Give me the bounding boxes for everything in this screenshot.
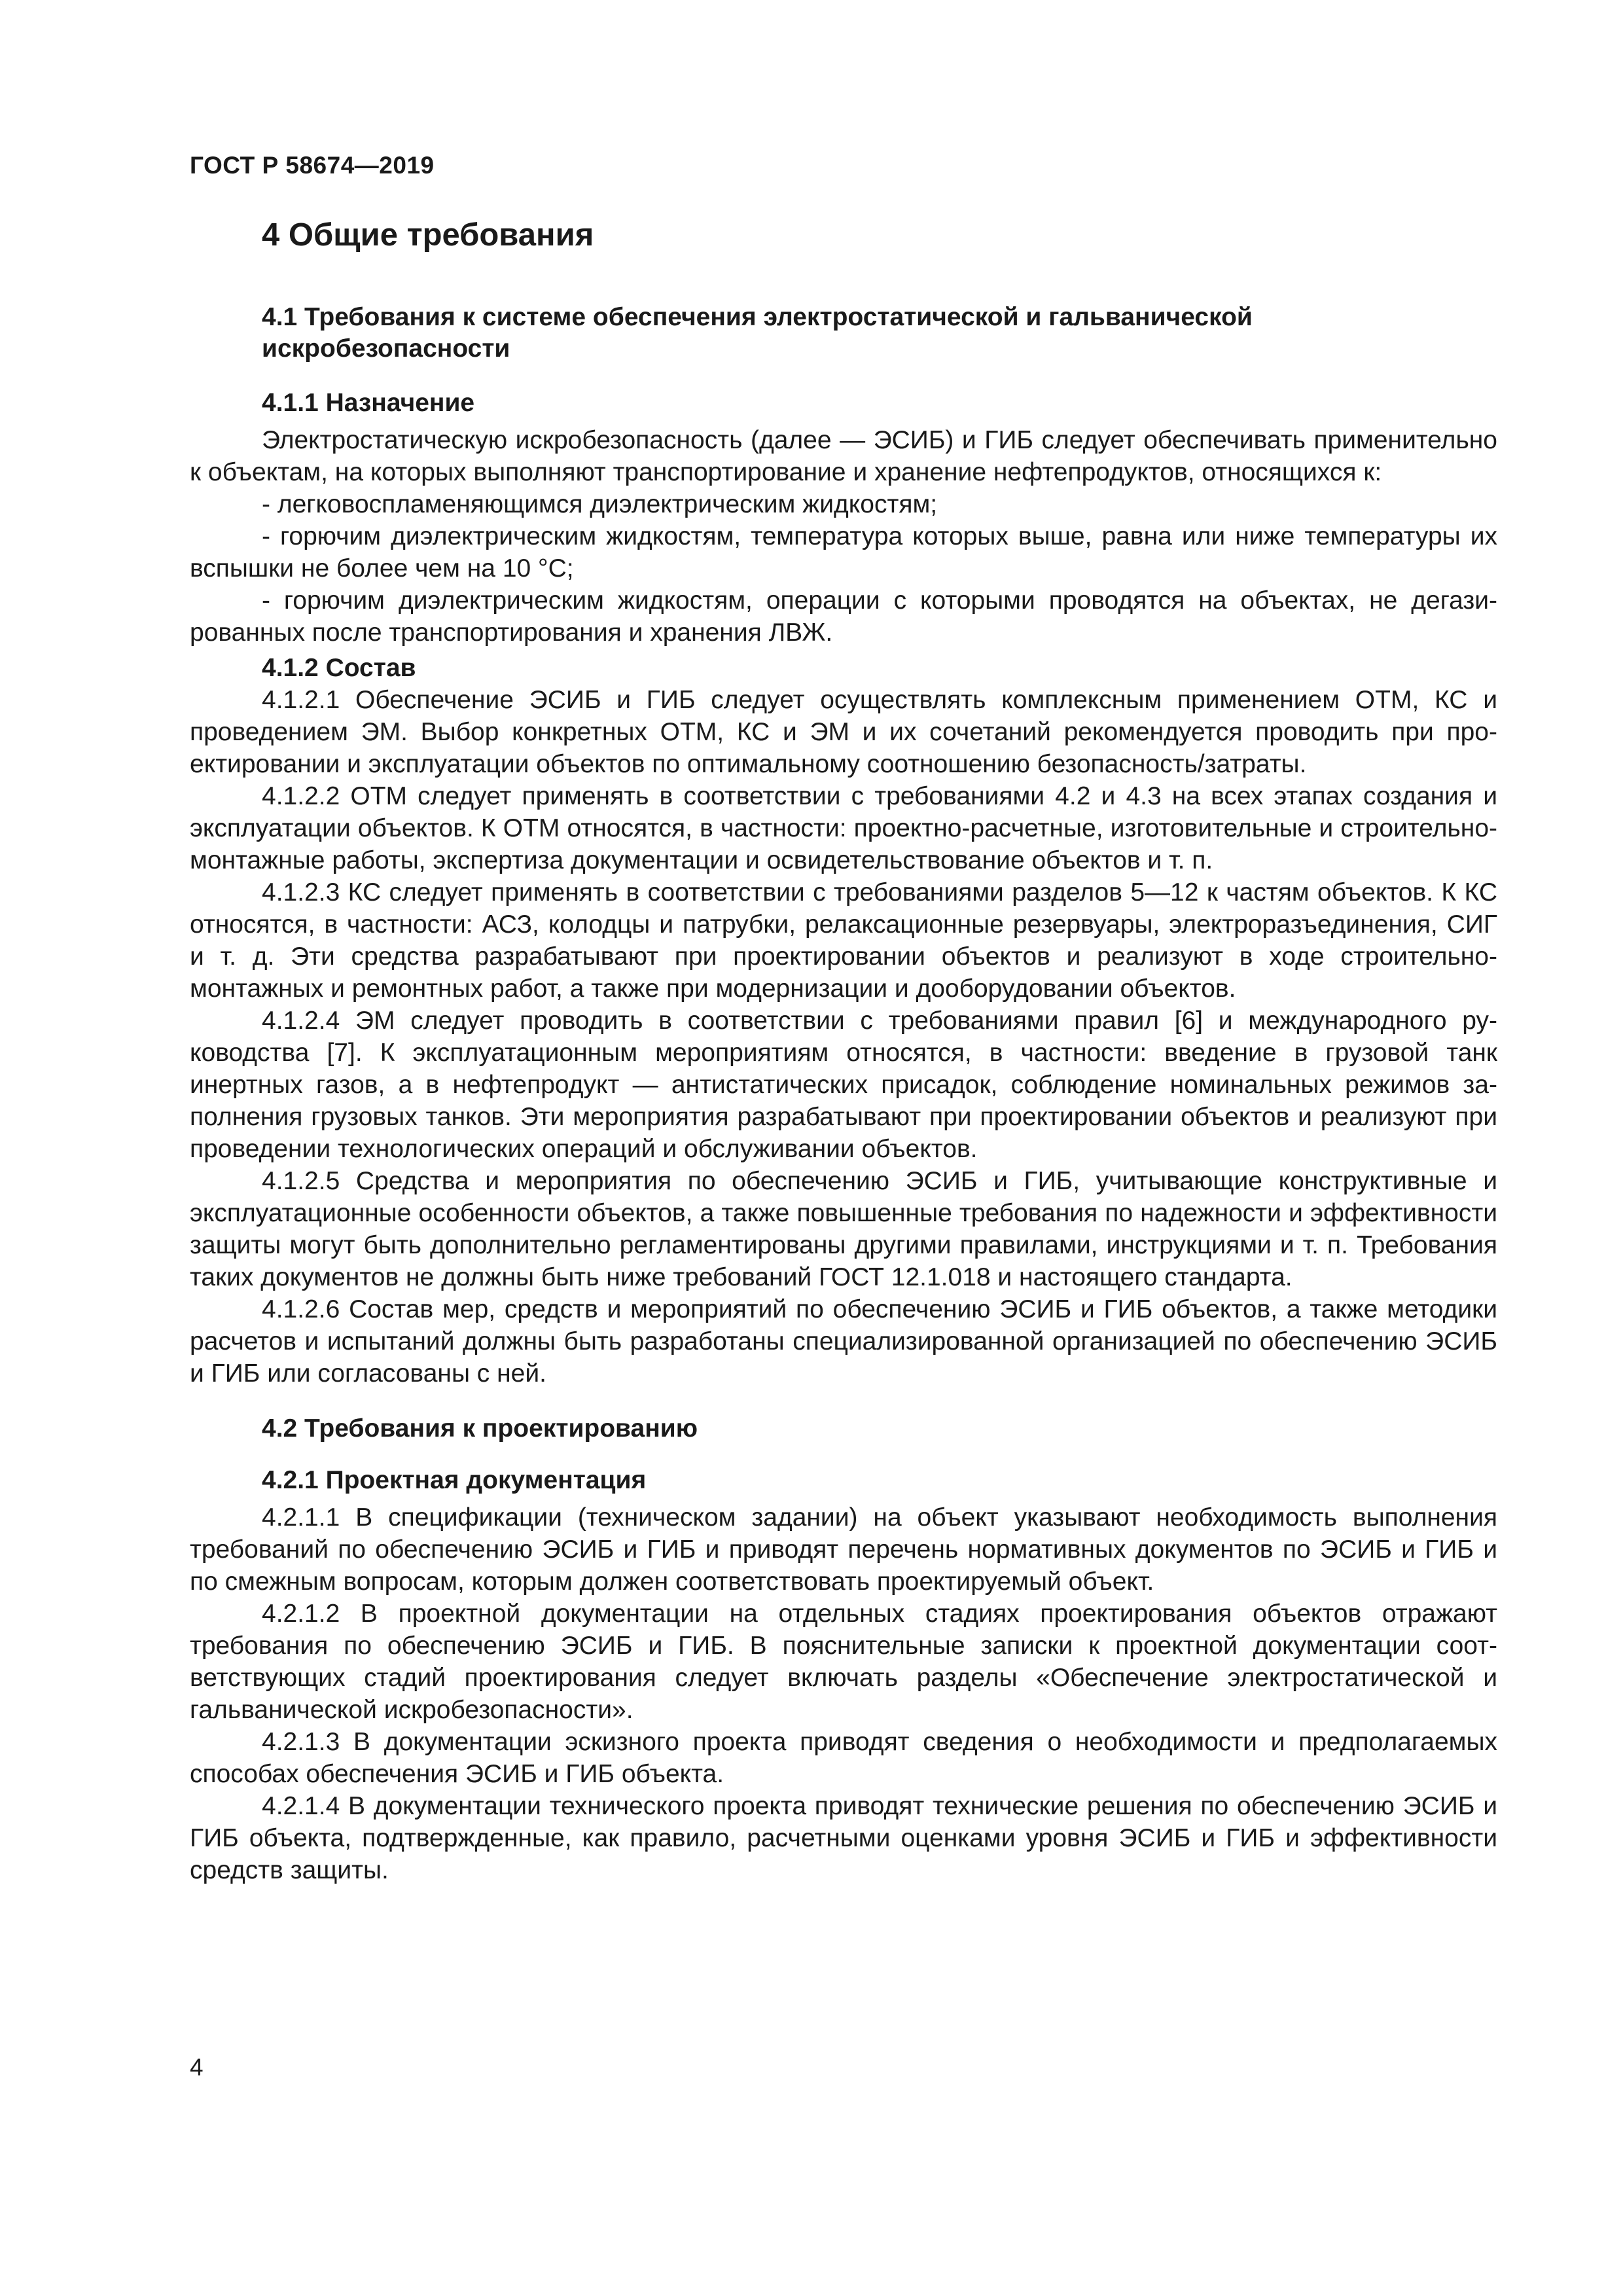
paragraph-4-2-1-2: 4.2.1.2 В проектной документации на отдельных стадиях проектирования объектов отражают требования по обеспечению ЭСИБ и ГИБ. В пояснительные записки к проектной документации соответствующих стадий проектирования следует включать разделы «Обеспечение электростатической и гальванической искробезопасности».: [190, 1599, 1497, 1724]
section-title: 4 Общие требования: [262, 217, 594, 253]
paragraph-4-2-1-1: 4.2.1.1 В спецификации (техническом задании) на объект указывают необходимость выполнения требований по обеспечению ЭСИБ и ГИБ и приводят перечень нормативных документов по ЭСИБ и ГИБ и по смежным вопросам, которым должен соответствовать проектируемый объект.: [190, 1503, 1497, 1596]
document-code: ГОСТ Р 58674—2019: [190, 152, 435, 179]
subsection-4-1-1-title: 4.1.1 Назначение: [262, 388, 475, 417]
paragraph-4-1-2-4: 4.1.2.4 ЭМ следует проводить в соответствии с требованиями правил [6] и международного руководства [7]. К эксплуатационным мероприятиям относятся, в частности: введение в грузовой танк инертных газов, а в нефтепродукт — антистатических присадок, соблюдение номинальных режимов заполнения грузовых танков. Эти мероприятия разрабатывают при проектировании объектов и реализуют при проведении технологических операций и обслуживании объектов.: [190, 1007, 1497, 1164]
paragraph-4-1-2-5: 4.1.2.5 Средства и мероприятия по обеспечению ЭСИБ и ГИБ, учитывающие конструктивные и эксплуатационные особенности объектов, а также повышенные требования по надежности и эффективности защиты могут быть дополнительно регламентированы другими правилами, инструкциями и т. п. Требования таких документов не должны быть ниже требований ГОСТ 12.1.018 и настоящего стандарта.: [190, 1167, 1497, 1292]
subsection-4-2-title: 4.2 Требования к проектированию: [262, 1414, 698, 1443]
subsection-4-2-1-title: 4.2.1 Проектная документация: [262, 1465, 647, 1494]
list-item: - легковоспламеняющимся диэлектрическим жидкостям;: [262, 490, 938, 518]
paragraph-4-1-1-intro: Электростатическую искробезопасность (далее — ЭСИБ) и ГИБ следует обеспечивать применительно к объектам, на которых выполняют транспортирование и хранение нефтепродуктов, относящихся к:: [190, 425, 1497, 486]
subsection-4-1-title-line1: 4.1 Требования к системе обеспечения электростатической и гальванической: [262, 302, 1253, 331]
paragraph-4-2-1-4: 4.2.1.4 В документации технического проекта приводят технические решения по обеспечению ЭСИБ и ГИБ объекта, подтвержденные, как правило, расчетными оценками уровня ЭСИБ и ГИБ и эффективности средств защиты.: [190, 1791, 1497, 1884]
list-item: - горючим диэлектрическим жидкостям, температура которых выше, равна или ниже температуры их вспышки не более чем на 10 °С;: [190, 522, 1497, 583]
page-content: [190, 216, 1497, 1886]
page-number: 4: [190, 2054, 204, 2081]
paragraph-4-1-2-6: 4.1.2.6 Состав мер, средств и мероприятий по обеспечению ЭСИБ и ГИБ объектов, а также методики расчетов и испытаний должны быть разработаны специализированной организацией по обеспечению ЭСИБ и ГИБ или согласованы с ней.: [190, 1295, 1497, 1388]
subsection-4-1-title-line2: искробезопасности: [262, 334, 510, 363]
paragraph-4-1-2-3: 4.1.2.3 КС следует применять в соответствии с требованиями разделов 5—12 к частям объектов. К КС относятся, в частности: АСЗ, колодцы и патрубки, релаксационные резервуары, электроразъединения, СИГ и т. д. Эти средства разрабатывают при проектировании объектов и реализуют в ходе строительно-монтажных и ремонтных работ, а также при модернизации и дооборудовании объектов.: [190, 878, 1497, 1003]
paragraph-4-1-2-1: 4.1.2.1 Обеспечение ЭСИБ и ГИБ следует осуществлять комплексным применением ОТМ, КС и проведением ЭМ. Выбор конкретных ОТМ, КС и ЭМ и их сочетаний рекомендуется проводить при проектировании и эксплуатации объектов по оптимальному соотношению безопасность/затраты.: [190, 686, 1497, 779]
subsection-4-1-title: [262, 302, 1497, 365]
list-item: - горючим диэлектрическим жидкостям, операции с которыми проводятся на объектах, не дегазированных после транспортирования и хранения ЛВЖ.: [190, 586, 1497, 647]
subsection-4-1-2-title: 4.1.2 Состав: [262, 653, 416, 682]
paragraph-4-2-1-3: 4.2.1.3 В документации эскизного проекта приводят сведения о необходимости и предполагаемых способах обеспечения ЭСИБ и ГИБ объекта.: [190, 1727, 1497, 1788]
paragraph-4-1-2-2: 4.1.2.2 ОТМ следует применять в соответствии с требованиями 4.2 и 4.3 на всех этапах создания и эксплуатации объектов. К ОТМ относятся, в частности: проектно-расчетные, изготовительные и строительно-монтажные работы, экспертиза документации и освидетельствование объектов и т. п.: [190, 782, 1497, 875]
